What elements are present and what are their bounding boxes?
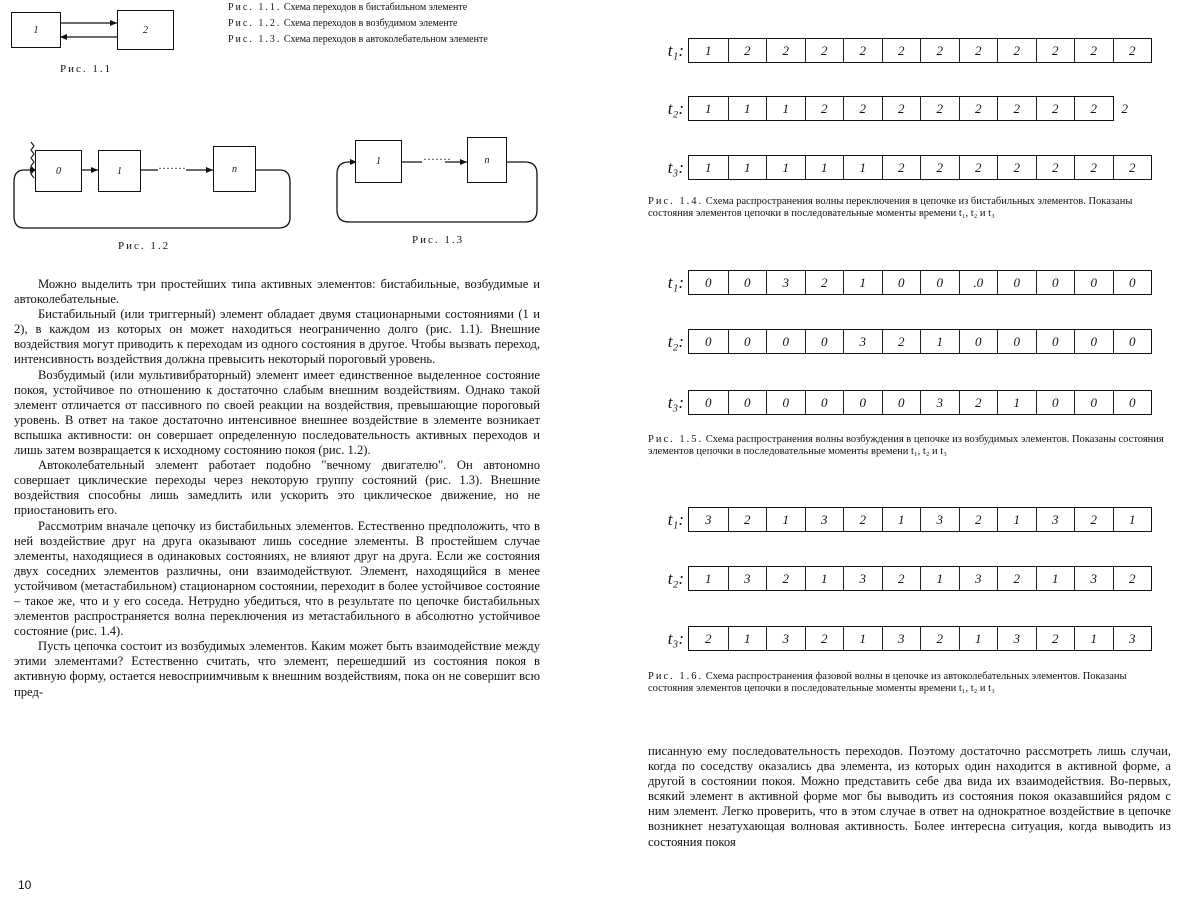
chain-cell: 3 <box>843 330 882 353</box>
chain-cell: 2 <box>843 97 882 120</box>
fig-1-4-caption <box>648 196 1173 219</box>
chain-cell: 3 <box>766 271 805 294</box>
chain-cell: 0 <box>766 391 805 414</box>
chain-cell: 3 <box>805 508 844 531</box>
chain-cell: 2 <box>882 97 921 120</box>
chain-cell: 0 <box>689 330 728 353</box>
left-body-text <box>14 277 540 700</box>
chain-cell: 0 <box>689 391 728 414</box>
fig-1-5-row <box>640 270 1152 295</box>
page-number: 10 <box>18 878 31 892</box>
time-label: t₁: <box>640 510 688 530</box>
time-label: t₂: <box>640 332 688 352</box>
chain-cell: 2 <box>1074 156 1113 179</box>
chain-cell: 1 <box>728 97 767 120</box>
chain-cell: 1 <box>689 567 728 590</box>
chain-cell: 3 <box>882 627 921 650</box>
chain-cell: 1 <box>805 156 844 179</box>
chain-cell: 2 <box>805 627 844 650</box>
chain-cell: 0 <box>1036 330 1075 353</box>
paragraph-2: Бистабильный (или триггерный) элемент обладает двумя стационарными состояниями (1 и 2), в каждом из которых он может находиться неограниченно долго (рис. 1.1). Внешние воздействия могут приводить к переходам из одного состояния в другое. Чтобы вызвать переход, интенсивность воздействия должна превысить некоторый пороговый уровень. <box>14 307 540 367</box>
chain-cell: 2 <box>882 330 921 353</box>
chain-cell: 2 <box>882 156 921 179</box>
chain-cell: 2 <box>959 391 998 414</box>
chain-cell: 0 <box>1074 271 1113 294</box>
fig-1-6-caption-text: Схема распространения фазовой волны в цепочке из автоколебательных элементов. Показаны состояния элементов цепочки в последовательные моменты времени t₁, t₂ и t₃ <box>648 671 1127 694</box>
chain-cell: 2 <box>728 39 767 62</box>
chain-cell: 2 <box>1036 97 1075 120</box>
chain-cell: 0 <box>1113 271 1152 294</box>
chain-cell: 2 <box>920 156 959 179</box>
fig-1-3-dots: ······· <box>423 153 451 165</box>
chain-cell: 3 <box>920 391 959 414</box>
caption-1-1-text: Схема переходов в бистабильном элементе <box>284 2 467 13</box>
chain-cell: 2 <box>766 567 805 590</box>
paragraph-5: Рассмотрим вначале цепочку из бистабильных элементов. Естественно предположить, что в ней воздействие друг на друга оказывают лишь соседние элементы. В простейшем случае элементы, находящиеся в одинаковых состояниях, не влияют друг на друга. Если же состояния двух соседних элементов различны, они взаимодействуют. Элемент, находящийся в менее устойчивом (метастабильном) стационарном состоянии, переходит в более устойчивое состояние – такое же, что и у его соседа. Нетрудно убедиться, что в результате по цепочке бистабильных элементов распространяется волна переключения из метастабильного в абсолютно устойчивое состояние (рис. 1.4). <box>14 519 540 640</box>
element-chain <box>688 507 1152 532</box>
chain-cell: 1 <box>766 508 805 531</box>
chain-cell: 1 <box>882 508 921 531</box>
chain-cell: 2 <box>1113 567 1152 590</box>
chain-cell: .0 <box>959 271 998 294</box>
chain-cell: 1 <box>689 39 728 62</box>
chain-cell: 2 <box>959 97 998 120</box>
chain-cell: 1 <box>1113 508 1152 531</box>
chain-cell: 1 <box>843 271 882 294</box>
chain-cell: 2 <box>997 97 1036 120</box>
chain-cell: 1 <box>1036 567 1075 590</box>
chain-cell: 1 <box>997 508 1036 531</box>
fig-1-4-row <box>640 38 1152 63</box>
chain-cell: 1 <box>689 97 728 120</box>
chain-cell: 2 <box>920 97 959 120</box>
chain-cell: 1 <box>728 156 767 179</box>
element-chain <box>688 38 1152 63</box>
chain-cell: 3 <box>689 508 728 531</box>
chain-cell: 3 <box>728 567 767 590</box>
time-label: t₃: <box>640 158 688 178</box>
chain-cell: 2 <box>997 39 1036 62</box>
chain-cell: 1 <box>766 156 805 179</box>
chain-cell: 2 <box>1113 156 1152 179</box>
element-chain <box>688 96 1114 121</box>
fig-1-1-label: Рис. 1.1 <box>60 63 112 75</box>
caption-1-3-text: Схема переходов в автоколебательном элементе <box>284 34 488 45</box>
chain-cell: 0 <box>843 391 882 414</box>
paragraph-3: Возбудимый (или мультивибраторный) элемент имеет единственное выделенное состояние покоя, устойчивое по отношению к достаточно слабым внешним воздействиям. Однако такой элемент отличается от пассивного по своей реакции на воздействия, превышающие пороговый уровень. В ответ на такое достаточно интенсивное внешнее воздействие в элементе возникает вспышка активности: он совершает определенную последовательность активных переходов и лишь затем возвращается к исходному состоянию покоя (рис. 1.2). <box>14 368 540 459</box>
time-label: t₁: <box>640 41 688 61</box>
chain-cell: 0 <box>728 271 767 294</box>
chain-cell: 2 <box>1036 156 1075 179</box>
chain-cell: 0 <box>689 271 728 294</box>
chain-cell: 0 <box>959 330 998 353</box>
fig-1-6-caption <box>648 671 1173 694</box>
fig-1-1-box-2: 2 <box>117 10 174 50</box>
chain-cell: 0 <box>1036 271 1075 294</box>
chain-cell: 1 <box>959 627 998 650</box>
paragraph-1: Можно выделить три простейших типа активных элементов: бистабильные, возбудимые и автоколебательные. <box>14 277 540 307</box>
paragraph-4: Автоколебательный элемент работает подобно "вечному двигателю". Он автономно совершает циклические переходы через некоторую группу состояний (рис. 1.3). Внешние воздействия способны лишь замедлить или ускорить это циклическое движение, но не приостановить его. <box>14 458 540 518</box>
chain-cell: 3 <box>959 567 998 590</box>
chain-cell: 2 <box>1036 627 1075 650</box>
chain-cell: 2 <box>959 39 998 62</box>
time-label: t₃: <box>640 629 688 649</box>
fig-1-5-caption-label: Рис. 1.5. <box>648 434 703 445</box>
fig-1-6-caption-label: Рис. 1.6. <box>648 671 703 682</box>
chain-cell: 2 <box>920 39 959 62</box>
chain-cell: 1 <box>997 391 1036 414</box>
chain-cell: 3 <box>920 508 959 531</box>
chain-cell: 3 <box>766 627 805 650</box>
time-label: t₂: <box>640 569 688 589</box>
chain-cell: 2 <box>689 627 728 650</box>
chain-cell: 0 <box>1074 391 1113 414</box>
fig-1-4-caption-label: Рис. 1.4. <box>648 196 703 207</box>
chain-cell: 0 <box>997 330 1036 353</box>
chain-cell: 2 <box>805 271 844 294</box>
chain-cell: 1 <box>1074 627 1113 650</box>
chain-cell: 2 <box>920 627 959 650</box>
time-label: t₃: <box>640 393 688 413</box>
caption-1-2-label: Рис. 1.2. <box>228 18 281 29</box>
fig-1-6-row <box>640 566 1152 591</box>
fig-1-2-dots: ······· <box>158 162 186 174</box>
time-label: t₁: <box>640 273 688 293</box>
chain-cell: 2 <box>959 156 998 179</box>
fig-1-1-box-1: 1 <box>11 12 61 48</box>
fig-1-5-row <box>640 329 1152 354</box>
chain-cell: 2 <box>805 97 844 120</box>
chain-cell: 2 <box>882 39 921 62</box>
time-label: t₂: <box>640 99 688 119</box>
chain-cell: 2 <box>766 39 805 62</box>
fig-1-3-box-1: 1 <box>355 140 402 183</box>
fig-1-4-row <box>640 155 1152 180</box>
caption-1-1-label: Рис. 1.1. <box>228 2 281 13</box>
fig-1-6-row <box>640 507 1152 532</box>
paragraph-6: Пусть цепочка состоит из возбудимых элементов. Каким может быть взаимодействие между этими элементами? Естественно считать, что элемент, перешедший из состояния покоя в активную форму, остается невосприимчивым к внешним воздействиям, пока он не совершит всю пред- <box>14 639 540 699</box>
right-paragraph: писанную ему последовательность переходов. Поэтому достаточно рассмотреть лишь случаи, когда по соседству оказались два элемента, из которых один находится в активной форме, а другой в состоянии покоя. Можно представить себе два вида их взаимодействия. Во-первых, всякий элемент в активной форме мог бы выводить из состояния покоя оказавшийся рядом с ним элемент. Легко проверить, что в этом случае в ответ на однократное воздействие в цепочке возникнет незатухающая волновая активность. Более интересна ситуация, когда выводить из состояния покоя <box>648 744 1171 850</box>
chain-cell: 3 <box>1036 508 1075 531</box>
fig-1-3-box-n: n <box>467 137 507 183</box>
fig-1-5-row <box>640 390 1152 415</box>
left-page <box>0 0 600 905</box>
fig-1-2-box-n: n <box>213 146 256 192</box>
chain-extra-cell: 2 <box>1122 101 1129 117</box>
chain-cell: 3 <box>1113 627 1152 650</box>
chain-cell: 3 <box>1074 567 1113 590</box>
chain-cell: 3 <box>997 627 1036 650</box>
element-chain <box>688 155 1152 180</box>
fig-1-2-label: Рис. 1.2 <box>118 240 170 252</box>
fig-1-2-box-0: 0 <box>35 150 82 192</box>
element-chain <box>688 270 1152 295</box>
chain-cell: 1 <box>805 567 844 590</box>
chain-cell: 0 <box>1113 391 1152 414</box>
chain-cell: 0 <box>805 391 844 414</box>
fig-1-2-box-1: 1 <box>98 150 141 192</box>
chain-cell: 2 <box>1074 97 1113 120</box>
chain-cell: 2 <box>997 156 1036 179</box>
chain-cell: 0 <box>1036 391 1075 414</box>
right-body-text <box>648 744 1171 850</box>
chain-cell: 0 <box>728 391 767 414</box>
chain-cell: 1 <box>843 156 882 179</box>
chain-cell: 1 <box>728 627 767 650</box>
chain-cell: 1 <box>920 330 959 353</box>
chain-cell: 1 <box>766 97 805 120</box>
chain-cell: 2 <box>843 508 882 531</box>
caption-1-2-text: Схема переходов в возбудимом элементе <box>284 18 458 29</box>
chain-cell: 0 <box>1074 330 1113 353</box>
chain-cell: 2 <box>1074 39 1113 62</box>
element-chain <box>688 566 1152 591</box>
fig-1-4-caption-text: Схема распространения волны переключения в цепочке из бистабильных элементов. Показаны состояния элементов цепочки в последовательные моменты времени t₁, t₂ и t₃ <box>648 196 1132 219</box>
caption-1-3-label: Рис. 1.3. <box>228 34 281 45</box>
chain-cell: 2 <box>728 508 767 531</box>
chain-cell: 0 <box>882 391 921 414</box>
chain-cell: 0 <box>920 271 959 294</box>
fig-1-4-row <box>640 96 1128 121</box>
chain-cell: 0 <box>997 271 1036 294</box>
chain-cell: 3 <box>843 567 882 590</box>
chain-cell: 2 <box>882 567 921 590</box>
element-chain <box>688 390 1152 415</box>
fig-1-5-caption-text: Схема распространения волны возбуждения в цепочке из возбудимых элементов. Показаны состояния элементов цепочки в последовательные моменты времени t₁, t₂ и t₃ <box>648 434 1164 457</box>
element-chain <box>688 329 1152 354</box>
chain-cell: 0 <box>882 271 921 294</box>
chain-cell: 0 <box>728 330 767 353</box>
fig-1-6-row <box>640 626 1152 651</box>
chain-cell: 2 <box>1074 508 1113 531</box>
chain-cell: 0 <box>805 330 844 353</box>
chain-cell: 0 <box>766 330 805 353</box>
chain-cell: 2 <box>959 508 998 531</box>
fig-1-5-caption <box>648 434 1173 457</box>
chain-cell: 2 <box>843 39 882 62</box>
chain-cell: 1 <box>920 567 959 590</box>
chain-cell: 2 <box>997 567 1036 590</box>
fig-1-3-label: Рис. 1.3 <box>412 234 464 246</box>
chain-cell: 0 <box>1113 330 1152 353</box>
chain-cell: 1 <box>843 627 882 650</box>
chain-cell: 2 <box>1036 39 1075 62</box>
chain-cell: 2 <box>1113 39 1152 62</box>
chain-cell: 1 <box>689 156 728 179</box>
figure-captions-list <box>228 2 543 50</box>
chain-cell: 2 <box>805 39 844 62</box>
element-chain <box>688 626 1152 651</box>
